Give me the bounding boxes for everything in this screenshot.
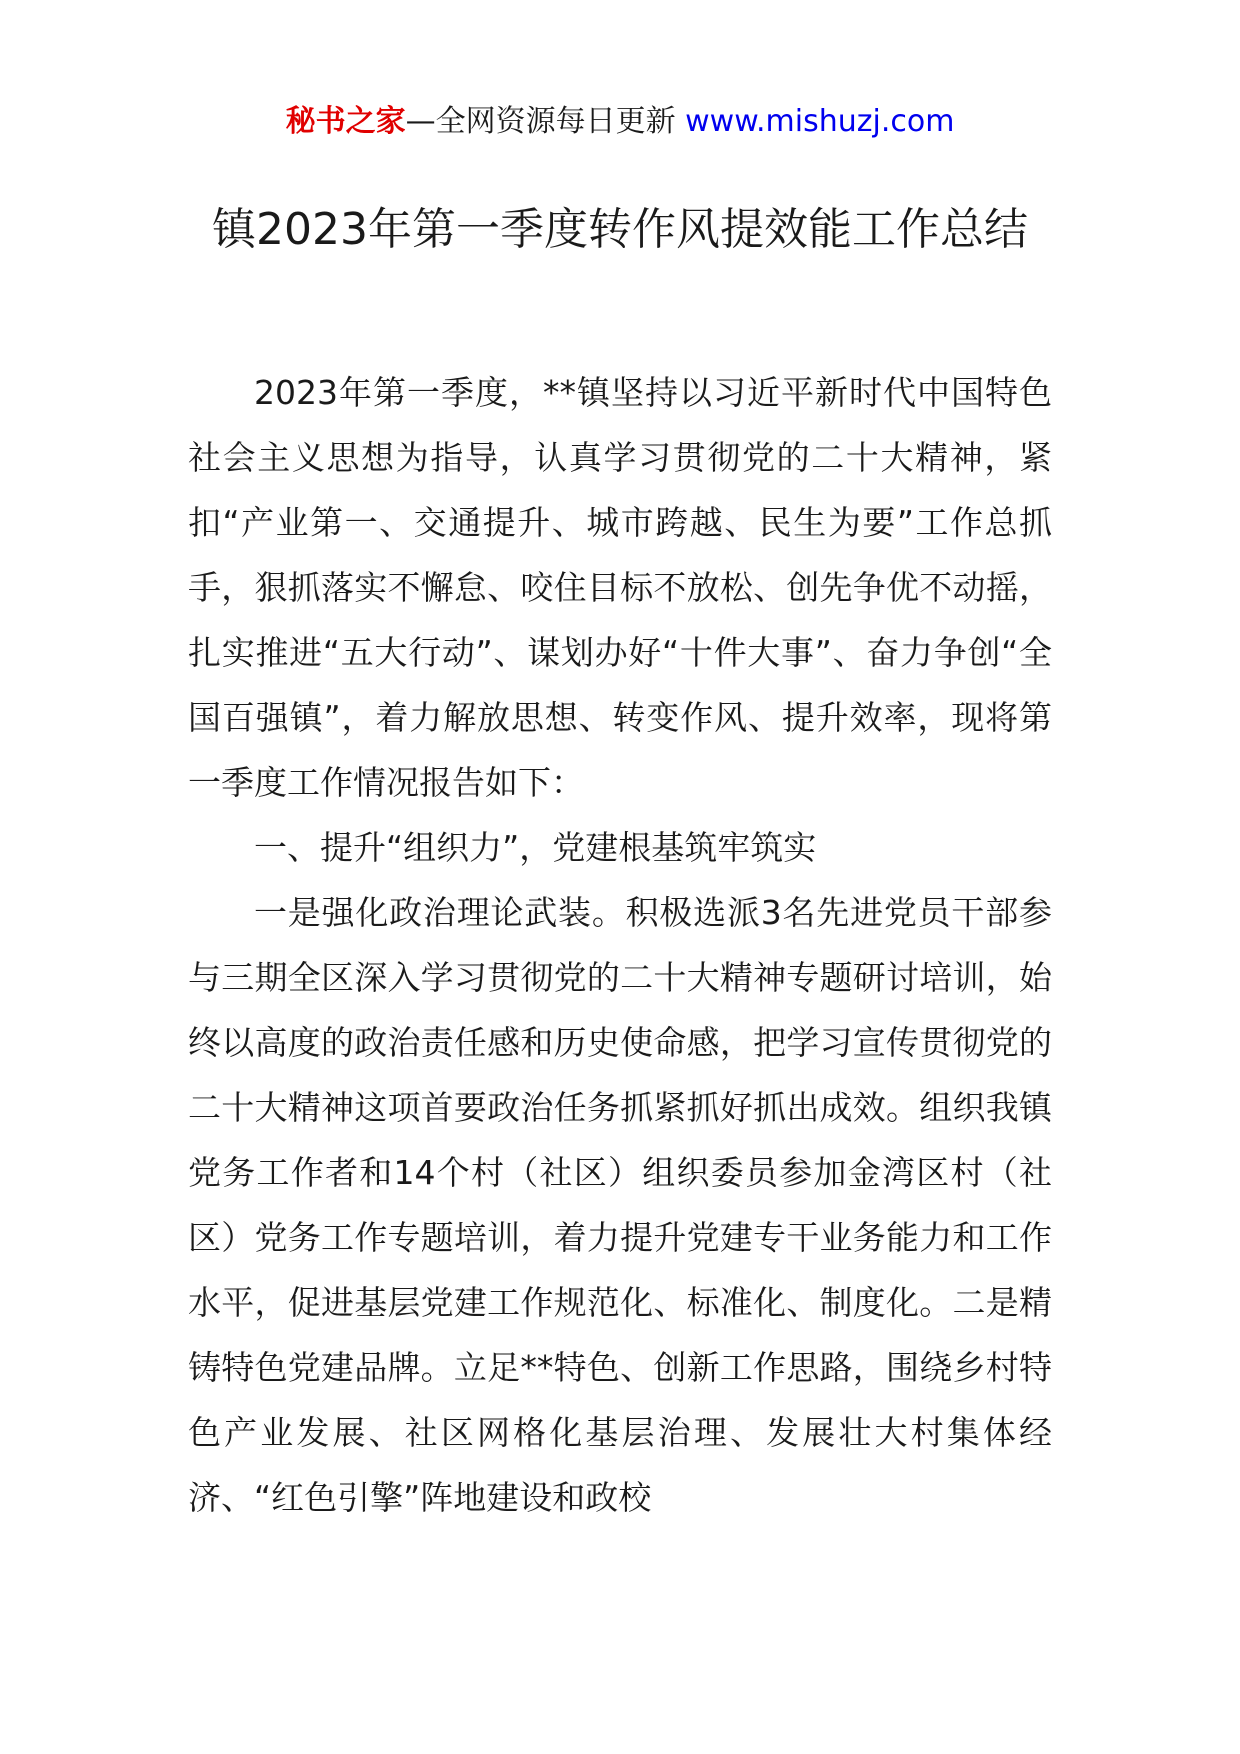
brand-name: 秘书之家 (285, 104, 406, 139)
intro-paragraph: 2023年第一季度，**镇坚持以习近平新时代中国特色社会主义思想为指导，认真学习贯彻党的二十大精神，紧扣“产业第一、交通提升、城市跨越、民生为要”工作总抓手，狠抓落实不懈怠、咬住目标不放松、创先争优不动摇，扎实推进“五大行动”、谋划办好“十件大事”、奋力争创“全国百强镇”，着力解放思想、转变作风、提升效率，现将第一季度工作情况报告如下： (188, 373, 1052, 802)
site-header (0, 102, 1240, 142)
section-heading: 一、提升“组织力”，党建根基筑牢筑实 (254, 828, 817, 867)
site-url-link[interactable]: www.mishuzj.com (685, 104, 955, 139)
header-tagline: —全网资源每日更新 (405, 104, 686, 139)
body-paragraph: 一是强化政治理论武装。积极选派3名先进党员干部参与三期全区深入学习贯彻党的二十大精神专题研讨培训，始终以高度的政治责任感和历史使命感，把学习宣传贯彻党的二十大精神这项首要政治任务抓紧抓好抓出成效。组织我镇党务工作者和14个村（社区）组织委员参加金湾区村（社区）党务工作专题培训，着力提升党建专干业务能力和工作水平，促进基层党建工作规范化、标准化、制度化。二是精铸特色党建品牌。立足**特色、创新工作思路，围绕乡村特色产业发展、社区网格化基层治理、发展壮大村集体经济、“红色引擎”阵地建设和政校 (188, 893, 1052, 1517)
document-title: 镇2023年第一季度转作风提效能工作总结 (212, 204, 1028, 255)
document-body (188, 360, 1052, 1530)
